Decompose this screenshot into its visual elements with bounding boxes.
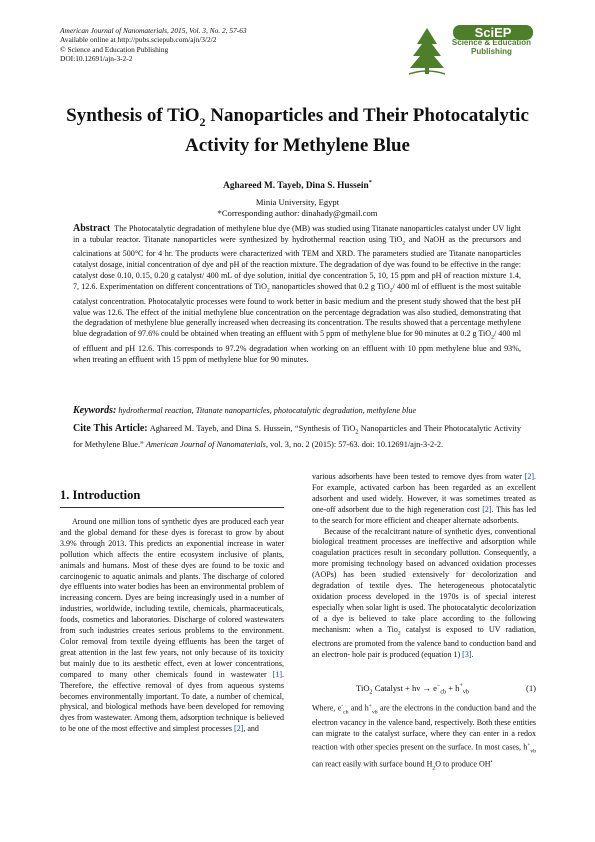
eq-sup: +	[459, 683, 463, 690]
right-p3-text-d: can react easily with surface bound H	[312, 759, 433, 769]
cite-this-article	[73, 423, 521, 451]
title-part1: Synthesis of TiO	[66, 105, 200, 126]
equation-number: (1)	[525, 683, 536, 693]
abstract-sub: 2	[491, 334, 494, 341]
abstract-sub: 2	[266, 287, 270, 294]
reference-link[interactable]: [2]	[524, 472, 534, 481]
abstract-label: Abstract	[73, 223, 111, 234]
reference-link[interactable]: [2]	[234, 724, 244, 734]
reference-link[interactable]: [1]	[272, 669, 282, 679]
tio-sub: 2	[397, 630, 401, 637]
abstract-sub: 2	[389, 287, 393, 294]
publisher-logo	[405, 24, 540, 78]
affiliation-block	[40, 197, 555, 219]
journal-header	[60, 26, 390, 63]
abstract	[73, 224, 521, 366]
title-line2: Activity for Methylene Blue	[185, 134, 410, 156]
journal-citation: American Journal of Nanomaterials, 2015, Vol. 3, No. 2, 57-63	[60, 26, 247, 35]
eq-plus: + h	[446, 683, 460, 693]
cite-sub: 2	[355, 429, 359, 436]
section-heading: 1. Introduction	[60, 488, 141, 502]
right-p2-text-b: catalyst is exposed to UV radiation, electrons are promoted from the valence band to conduction band and an electron- hole pair is produced (equation 1)	[312, 624, 536, 660]
cite-label: Cite This Article:	[73, 423, 148, 434]
corresponding-author: *Corresponding author: dinahady@gmail.com	[217, 208, 378, 218]
eq-vb: vb	[462, 689, 469, 696]
reference-link[interactable]: [3]	[462, 650, 472, 660]
keywords-value: hydrothermal reaction, Titanate nanoparticles, photocatalytic degradation, methylene blue	[118, 406, 417, 415]
right-column	[312, 472, 536, 661]
right-p3-text-b: and h	[348, 703, 369, 713]
eq-cb: cb	[440, 689, 447, 696]
p3-sub: vb	[371, 709, 378, 716]
cite-text-3: , vol. 3, no. 2 (2015): 57-63. doi: 10.12691/ajn-3-2-2.	[265, 440, 444, 450]
section-divider	[60, 507, 284, 508]
right-paragraph-2	[312, 527, 536, 661]
intro-p1-text-a: Around one million tons of synthetic dyes are produced each year and the global demand for these dyes is forecast to grow by about 3.9% through 2013. This predicts an exponential increase in water pollution which affects the entire ecosystem inclusive of plants, animals and humans. Most of these dyes are found to be toxic and carcinogenic to aquatic animals and plants. The discharge of colored dye effluents into water bodies has been an environmental problem of increasing concern. Dyes are being increasingly used in a number of industries, worldwide, including textile, chemicals, pharmaceuticals, foods, cosmetics and laboratories. Discharge of colored wastewaters from such industries creates serious problems to the environment. Color removal from textile dyeing effluents has been the target of great attention in the last few years, not only because of its toxicity but mainly due to its aesthetic effect, even at lower concentrations, compared to many other chemicals found in wastewater	[60, 517, 284, 679]
authors-names: Aghareed M. Tayeb, Dina S. Hussein	[223, 181, 369, 192]
abstract-text-2: and NaOH as the precursors and calcinations at 500°C for 4 hr. The products were characterized with TEM and XRD. The parameters studied are Titanate nanoparticles catalyst dosage, initial concentration of dye and pH of the reaction mixture. The degradation of dye was found to be effective in the range: catalyst dose 0.10, 0.15, 0.20 g catalyst/ 400 mL of dye solution, initial dye concentration 5, 10, 15 ppm and pH of reaction mixture 1.4, 7, 12.6. Experimentation on different concentrations of TiO	[73, 234, 521, 292]
affiliation: Minia University, Egypt	[255, 197, 340, 207]
left-column	[60, 517, 284, 735]
right-p3-text-a: Where, e	[312, 703, 342, 713]
eq-sup: −	[436, 683, 441, 690]
eq-sub: 2	[369, 689, 373, 696]
p3-sub: 2	[432, 765, 436, 772]
cite-text-1: Aghareed M. Tayeb, and Dina S. Hussein, “Synthesis of TiO	[149, 424, 356, 433]
eq-tio: TiO	[356, 683, 370, 693]
p3-sup: •	[490, 759, 493, 766]
title-sub: 2	[199, 114, 206, 129]
right-p3-text-e: O to produce OH	[435, 759, 491, 769]
authors-mark: *	[368, 179, 372, 186]
right-p1-text-a: various adsorbents have been tested to remove dyes from water	[312, 472, 525, 481]
right-paragraph-1	[312, 472, 536, 527]
abstract-text-5: / 400 ml of effluent and pH 12.6. This corresponds to 97.2% degradation when working on an effluent with 10 ppm methylene blue and 93%, when treating an effluent with 15 ppm of methylene blue for 90 minutes.	[73, 329, 522, 364]
title-part2: Nanoparticles and Their Photocatalytic	[205, 105, 529, 126]
eq-mid: Catalyst + hν → e	[372, 683, 437, 693]
right-p1-text-b: . For example, activated carbon has been regarded as an excellent adsorbent and used widely. However, it was sometimes treated as one-off adsorbent due to the high regeneration cost	[312, 472, 536, 514]
p3-sup: +	[368, 703, 372, 709]
abstract-text-4: / 400 ml of effluent is the most suitable catalyst concentration. Photocatalytic processes were found to work better in basic medium and the present study showed that the best pH value was 12.6. The effect of the initial methylene blue concentration on the percentage degradation was also studied, demonstrating that the degradation of methylene blue generally increased when decreasing its concentration. The results showed that a percentage methylene blue degradation of 97.6% could be obtained when treating an effluent with 5 ppm of methylene blue for 90 minutes at 0.2 g TiO	[73, 282, 521, 339]
right-p2-text-a: Because of the recalcitrant nature of synthetic dyes, conventional biological treatment processes are ineffective and adsorption while coagulation practices result in secondary pollution. Consequently, a more promising technology based on advanced oxidation processes (AOPs) has been studied extensively for decolorization and degradation of textile dyes. The heterogeneous photocatalytic oxidation process developed in the 1970s is of special interest especially when solar light is used. The photocatalytic decolorization of a dye is believed to take place according to the following mechanism: when a Tio	[312, 526, 536, 634]
brand-wordmark: SciEP	[474, 25, 512, 40]
intro-p1-text-c: , and	[243, 724, 259, 734]
equation-body	[356, 683, 469, 696]
right-p1-text-c: . This has led to the search for more efficient and cheaper alternate adsorbents.	[312, 504, 537, 525]
intro-paragraph-1	[60, 517, 284, 735]
right-column-lower	[312, 701, 536, 774]
right-paragraph-3	[312, 701, 536, 774]
keywords	[73, 405, 521, 416]
cite-text-2: Nanoparticles and Their Photocatalytic Activity for Methylene Blue.”	[73, 424, 521, 450]
logo-line1: Science & Education	[451, 38, 532, 47]
reference-link[interactable]: [2]	[482, 504, 492, 514]
abstract-text-1: The Photocatalytic degradation of methylene blue dye (MB) was studied using Titanate nanoparticles catalyst under UV light in a tubular reactor. Titanate nanoparticles were synthesized by hydrothermal reaction using TiO	[73, 224, 522, 244]
right-p3-text-c: are the electrons in the conduction band and the electron vacancy in the valence band, respectively. Both these entities can migrate to the catalyst surface, where they can enter in a redox reaction with other species present on the surface. In most cases, h	[312, 703, 536, 752]
keywords-label: Keywords:	[73, 405, 117, 416]
p3-sub: cb	[343, 709, 349, 716]
doi-line: DOI:10.12691/ajn-3-2-2	[60, 53, 133, 63]
cite-journal: American Journal of Nanomaterials	[145, 440, 266, 450]
p3-sup: -	[341, 703, 344, 709]
right-p2-text-c: .	[471, 650, 474, 660]
p3-sub: vb	[530, 748, 536, 755]
abstract-text-3: nanoparticles showed that 0.2 g TiO	[269, 282, 390, 292]
abstract-sub: 2	[402, 240, 406, 247]
author-list	[40, 179, 555, 191]
available-online: Available online at http://pubs.sciepub.com/ajn/3/2/2	[60, 35, 217, 45]
intro-p1-text-b: . Therefore, the effective removal of dyes from aqueous systems becomes environmentally important. To date, a number of chemical, physical, and biological methods have been developed for removing dyes from wastewater. Among them, adsorption technique is believed to be one of the most effective and simplest processes	[60, 669, 284, 734]
paper-title	[40, 104, 555, 158]
copyright-line: © Science and Education Publishing	[60, 44, 169, 54]
p3-sup: +	[527, 741, 531, 748]
logo-line2: Publishing	[471, 47, 512, 56]
